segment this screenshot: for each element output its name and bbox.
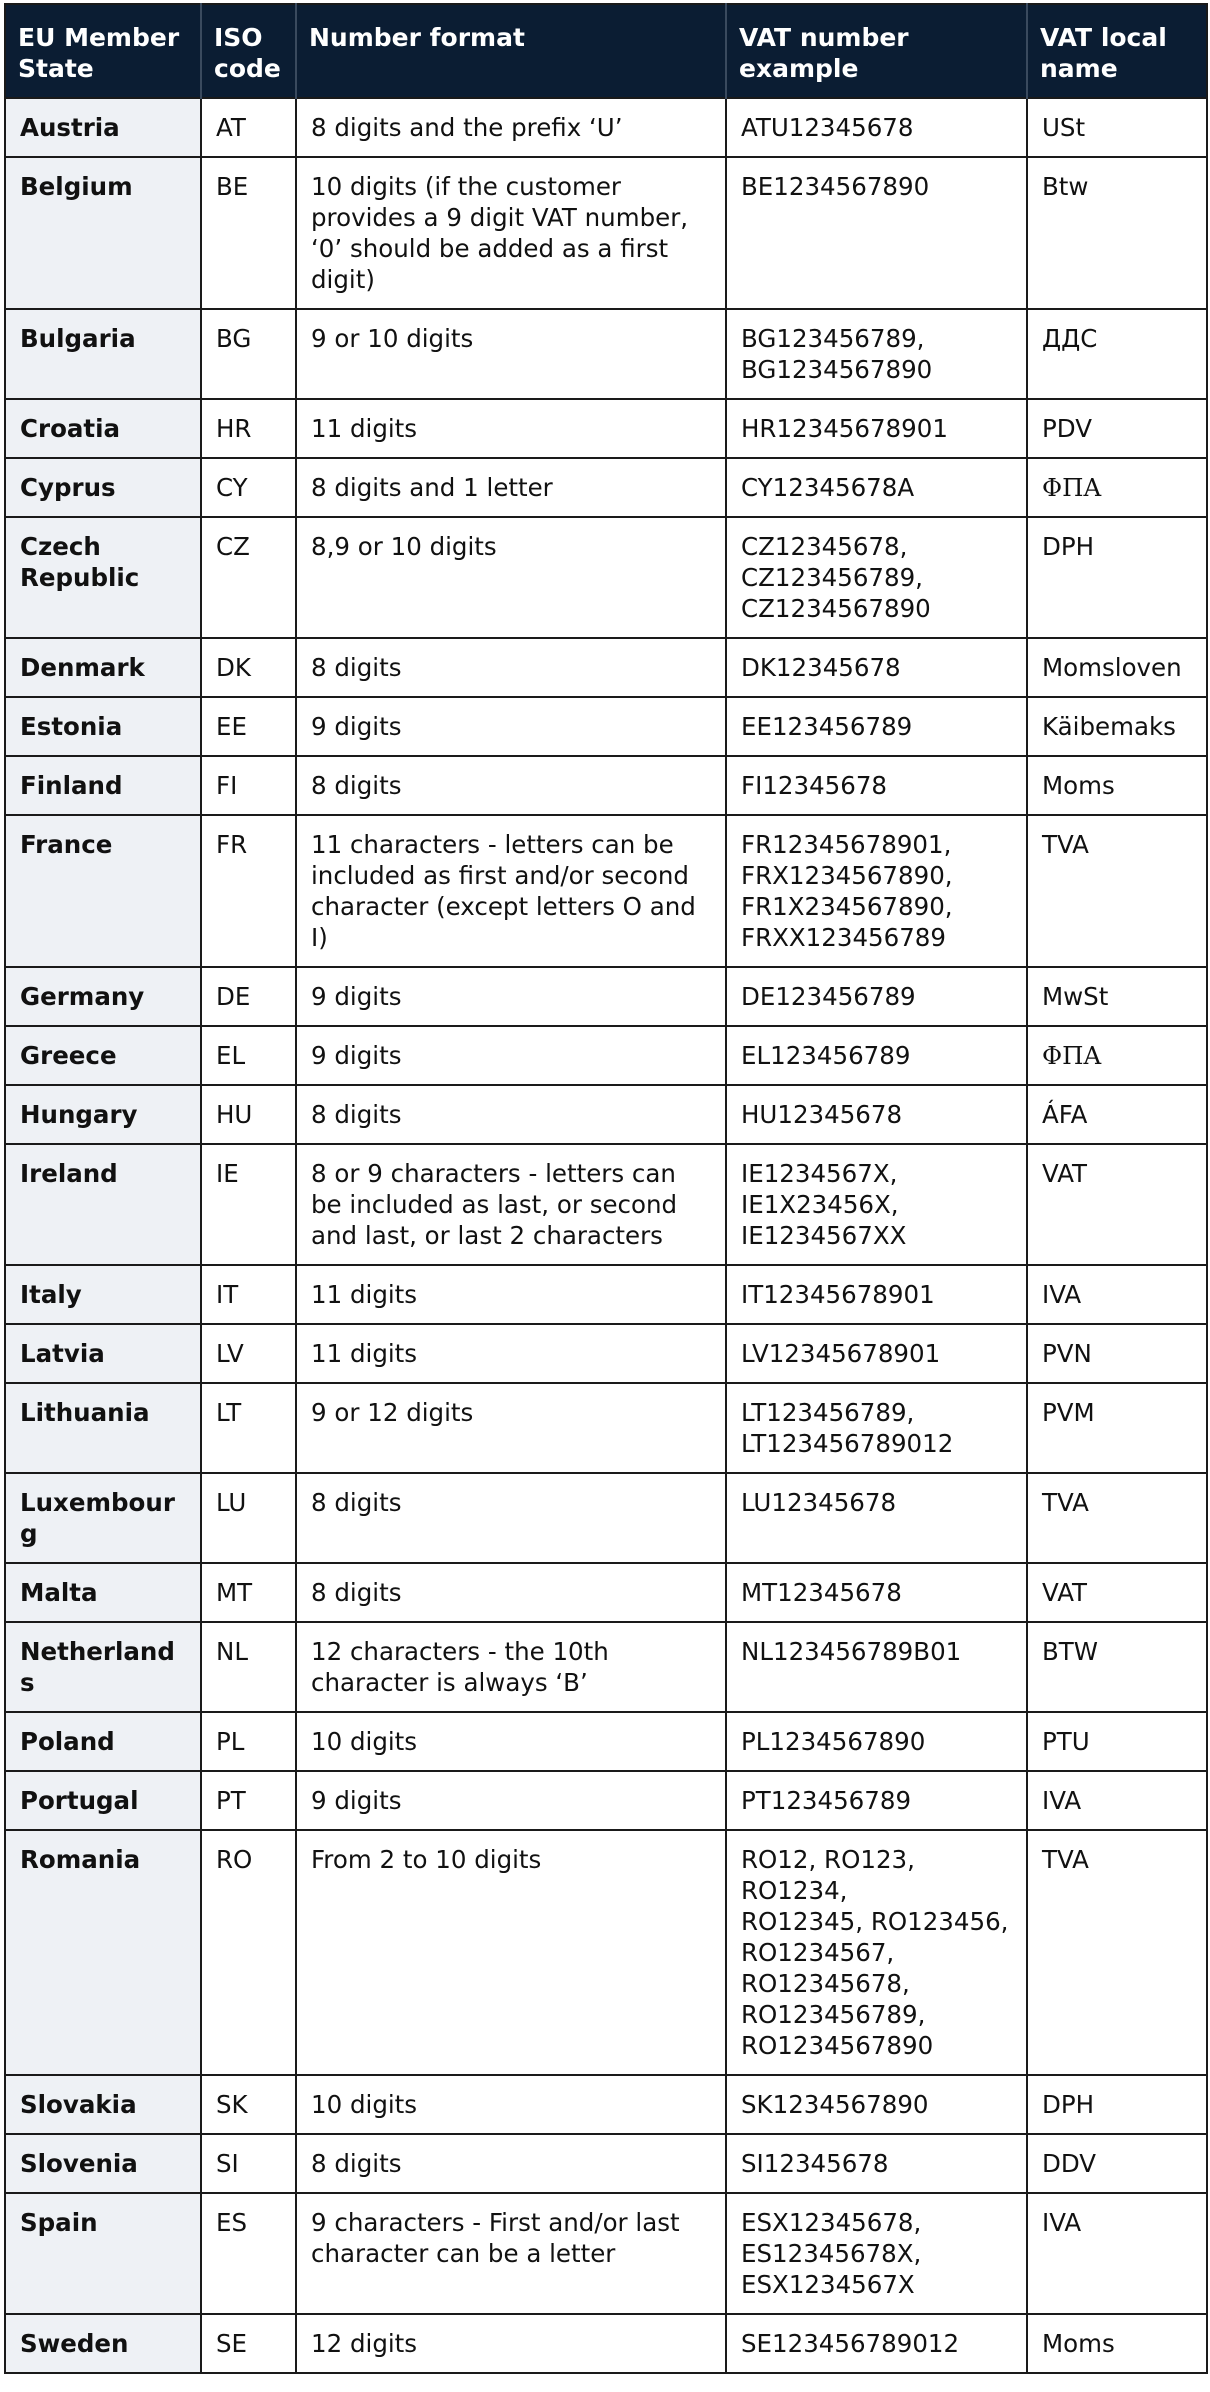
vat-example-cell — [726, 638, 1027, 697]
header-text-line: ISO — [214, 23, 263, 52]
vat-local-name-cell: Moms — [1027, 756, 1207, 815]
vat-example-line: BE1234567890 — [741, 172, 930, 201]
iso-code-cell: IE — [201, 1144, 296, 1265]
vat-local-name-cell: BTW — [1027, 1622, 1207, 1712]
iso-code-cell: SE — [201, 2314, 296, 2373]
vat-example-cell — [726, 157, 1027, 309]
member-state-cell: Hungary — [5, 1085, 201, 1144]
vat-local-name-cell: DDV — [1027, 2134, 1207, 2193]
table-row — [5, 1144, 1207, 1265]
table-row — [5, 1712, 1207, 1771]
table-body — [5, 98, 1207, 2373]
header-vat-example — [726, 4, 1027, 98]
header-text-line: EU Member — [18, 23, 180, 52]
number-format-cell: 8 digits — [296, 2134, 726, 2193]
vat-example-line: EE123456789 — [741, 712, 913, 741]
number-format-cell: 8 digits and the prefix ‘U’ — [296, 98, 726, 157]
vat-example-line: RO12, RO123, RO1234, — [741, 1845, 915, 1905]
vat-example-line: FI12345678 — [741, 771, 888, 800]
vat-example-line: HR12345678901 — [741, 414, 948, 443]
vat-example-cell — [726, 1563, 1027, 1622]
vat-example-line: IE1234567XX — [741, 1221, 907, 1250]
vat-local-name-cell: DPH — [1027, 517, 1207, 638]
member-state-cell: Lithuania — [5, 1383, 201, 1473]
iso-code-cell: PT — [201, 1771, 296, 1830]
vat-example-cell — [726, 1144, 1027, 1265]
vat-example-cell — [726, 1830, 1027, 2075]
header-iso-code — [201, 4, 296, 98]
vat-example-line: RO12345, RO123456, — [741, 1907, 1009, 1936]
iso-code-cell: NL — [201, 1622, 296, 1712]
member-state-cell: Malta — [5, 1563, 201, 1622]
number-format-cell: 9 digits — [296, 1026, 726, 1085]
number-format-cell: 8 digits — [296, 1085, 726, 1144]
iso-code-cell: BE — [201, 157, 296, 309]
member-state-cell: Belgium — [5, 157, 201, 309]
number-format-cell: 11 characters - letters can be included as first and/or second character (except letters O and I) — [296, 815, 726, 967]
vat-local-name-cell: VAT — [1027, 1144, 1207, 1265]
number-format-cell: 9 characters - First and/or last character can be a letter — [296, 2193, 726, 2314]
number-format-cell: 10 digits — [296, 1712, 726, 1771]
vat-local-name-cell: TVA — [1027, 1830, 1207, 2075]
iso-code-cell: RO — [201, 1830, 296, 2075]
vat-example-line: BG1234567890 — [741, 355, 933, 384]
number-format-cell: 11 digits — [296, 1265, 726, 1324]
vat-example-cell — [726, 1622, 1027, 1712]
number-format-cell: 10 digits — [296, 2075, 726, 2134]
vat-example-line: LU12345678 — [741, 1488, 897, 1517]
vat-example-line: SE123456789012 — [741, 2329, 960, 2358]
vat-example-cell — [726, 697, 1027, 756]
number-format-cell: 8 digits — [296, 756, 726, 815]
vat-example-cell — [726, 309, 1027, 399]
member-state-cell: Netherlands — [5, 1622, 201, 1712]
table-row — [5, 458, 1207, 517]
vat-example-line: ESX12345678, — [741, 2208, 922, 2237]
number-format-cell: 11 digits — [296, 1324, 726, 1383]
vat-example-line: IE1X23456X, — [741, 1190, 899, 1219]
vat-example-cell — [726, 756, 1027, 815]
iso-code-cell: SI — [201, 2134, 296, 2193]
vat-local-name-cell: ΦΠΑ — [1027, 458, 1207, 517]
table-row — [5, 967, 1207, 1026]
iso-code-cell: SK — [201, 2075, 296, 2134]
number-format-cell: 8 digits and 1 letter — [296, 458, 726, 517]
iso-code-cell: EL — [201, 1026, 296, 1085]
header-text-line: VAT number — [739, 23, 909, 52]
vat-local-name-cell: TVA — [1027, 1473, 1207, 1563]
table-row — [5, 1830, 1207, 2075]
table-row — [5, 1085, 1207, 1144]
number-format-cell: 12 characters - the 10th character is always ‘B’ — [296, 1622, 726, 1712]
vat-local-name-cell: Btw — [1027, 157, 1207, 309]
vat-example-line: SK1234567890 — [741, 2090, 929, 2119]
member-state-cell: Czech Republic — [5, 517, 201, 638]
table-row — [5, 815, 1207, 967]
member-state-cell: Italy — [5, 1265, 201, 1324]
iso-code-cell: FI — [201, 756, 296, 815]
table-row — [5, 756, 1207, 815]
iso-code-cell: DE — [201, 967, 296, 1026]
vat-example-line: CZ123456789, — [741, 563, 923, 592]
vat-example-cell — [726, 967, 1027, 1026]
vat-local-name-cell: ÁFA — [1027, 1085, 1207, 1144]
header-row — [5, 4, 1207, 98]
vat-example-line: LV12345678901 — [741, 1339, 941, 1368]
vat-example-line: CZ1234567890 — [741, 594, 931, 623]
vat-example-line: MT12345678 — [741, 1578, 902, 1607]
table-header — [5, 4, 1207, 98]
vat-local-name-cell: USt — [1027, 98, 1207, 157]
vat-example-line: NL123456789B01 — [741, 1637, 962, 1666]
vat-example-cell — [726, 1026, 1027, 1085]
vat-example-cell — [726, 2314, 1027, 2373]
vat-example-cell — [726, 399, 1027, 458]
vat-local-name-cell: PVN — [1027, 1324, 1207, 1383]
number-format-cell: 8 or 9 characters - letters can be included as last, or second and last, or last 2 characters — [296, 1144, 726, 1265]
member-state-cell: France — [5, 815, 201, 967]
member-state-cell: Luxembourg — [5, 1473, 201, 1563]
member-state-cell: Estonia — [5, 697, 201, 756]
number-format-cell: 10 digits (if the customer provides a 9 digit VAT number, ‘0’ should be added as a first digit) — [296, 157, 726, 309]
table-row — [5, 638, 1207, 697]
vat-local-name-cell: TVA — [1027, 815, 1207, 967]
vat-example-line: IT12345678901 — [741, 1280, 935, 1309]
vat-local-name-cell: IVA — [1027, 1771, 1207, 1830]
number-format-cell: 9 digits — [296, 1771, 726, 1830]
iso-code-cell: LU — [201, 1473, 296, 1563]
number-format-cell: 9 digits — [296, 697, 726, 756]
iso-code-cell: HR — [201, 399, 296, 458]
iso-code-cell: DK — [201, 638, 296, 697]
vat-example-line: IE1234567X, — [741, 1159, 898, 1188]
number-format-cell: 12 digits — [296, 2314, 726, 2373]
iso-code-cell: MT — [201, 1563, 296, 1622]
vat-example-line: ESX1234567X — [741, 2270, 915, 2299]
vat-local-name-cell: PDV — [1027, 399, 1207, 458]
vat-local-name-cell: Käibemaks — [1027, 697, 1207, 756]
vat-example-line: DK12345678 — [741, 653, 901, 682]
iso-code-cell: CZ — [201, 517, 296, 638]
vat-example-cell — [726, 1383, 1027, 1473]
vat-local-name-cell: VAT — [1027, 1563, 1207, 1622]
number-format-cell: 9 or 10 digits — [296, 309, 726, 399]
iso-code-cell: HU — [201, 1085, 296, 1144]
member-state-cell: Slovenia — [5, 2134, 201, 2193]
member-state-cell: Ireland — [5, 1144, 201, 1265]
vat-local-name-cell: ΦΠΑ — [1027, 1026, 1207, 1085]
vat-example-cell — [726, 1265, 1027, 1324]
member-state-cell: Bulgaria — [5, 309, 201, 399]
vat-example-line: FR12345678901, — [741, 830, 952, 859]
member-state-cell: Romania — [5, 1830, 201, 2075]
number-format-cell: From 2 to 10 digits — [296, 1830, 726, 2075]
vat-example-line: LT123456789012 — [741, 1429, 954, 1458]
vat-example-line: RO1234567, — [741, 1938, 895, 1967]
table-row — [5, 1473, 1207, 1563]
vat-local-name-cell: IVA — [1027, 2193, 1207, 2314]
vat-example-line: CY12345678A — [741, 473, 915, 502]
number-format-cell: 8 digits — [296, 638, 726, 697]
table-row — [5, 697, 1207, 756]
number-format-cell: 8,9 or 10 digits — [296, 517, 726, 638]
table-row — [5, 1265, 1207, 1324]
vat-example-cell — [726, 2134, 1027, 2193]
table-row — [5, 309, 1207, 399]
vat-example-line: CZ12345678, — [741, 532, 908, 561]
vat-example-line: DE123456789 — [741, 982, 916, 1011]
header-text-line: Number format — [309, 23, 525, 52]
header-text-line: State — [18, 54, 94, 83]
table-row — [5, 1771, 1207, 1830]
member-state-cell: Germany — [5, 967, 201, 1026]
vat-local-name-cell: Momsloven — [1027, 638, 1207, 697]
table-row — [5, 1563, 1207, 1622]
iso-code-cell: PL — [201, 1712, 296, 1771]
table-row — [5, 399, 1207, 458]
table-row — [5, 1324, 1207, 1383]
member-state-cell: Poland — [5, 1712, 201, 1771]
member-state-cell: Austria — [5, 98, 201, 157]
vat-example-cell — [726, 458, 1027, 517]
vat-example-line: RO123456789, — [741, 2000, 926, 2029]
vat-example-cell — [726, 2075, 1027, 2134]
vat-local-name-cell: PVM — [1027, 1383, 1207, 1473]
iso-code-cell: ES — [201, 2193, 296, 2314]
vat-example-line: LT123456789, — [741, 1398, 915, 1427]
iso-code-cell: AT — [201, 98, 296, 157]
vat-local-name-cell: MwSt — [1027, 967, 1207, 1026]
vat-example-line: RO1234567890 — [741, 2031, 934, 2060]
member-state-cell: Cyprus — [5, 458, 201, 517]
member-state-cell: Finland — [5, 756, 201, 815]
member-state-cell: Greece — [5, 1026, 201, 1085]
vat-example-line: PL1234567890 — [741, 1727, 926, 1756]
vat-example-cell — [726, 98, 1027, 157]
iso-code-cell: IT — [201, 1265, 296, 1324]
member-state-cell: Portugal — [5, 1771, 201, 1830]
vat-example-cell — [726, 1712, 1027, 1771]
vat-example-line: SI12345678 — [741, 2149, 889, 2178]
vat-example-cell — [726, 815, 1027, 967]
vat-example-cell — [726, 1473, 1027, 1563]
table-row — [5, 2075, 1207, 2134]
iso-code-cell: FR — [201, 815, 296, 967]
iso-code-cell: EE — [201, 697, 296, 756]
vat-local-name-cell: DPH — [1027, 2075, 1207, 2134]
member-state-cell: Spain — [5, 2193, 201, 2314]
header-member-state — [5, 4, 201, 98]
iso-code-cell: LT — [201, 1383, 296, 1473]
vat-example-line: FR1X234567890, — [741, 892, 953, 921]
table-row — [5, 2314, 1207, 2373]
header-text-line: code — [214, 54, 281, 83]
vat-local-name-cell: IVA — [1027, 1265, 1207, 1324]
member-state-cell: Latvia — [5, 1324, 201, 1383]
vat-example-cell — [726, 1771, 1027, 1830]
iso-code-cell: LV — [201, 1324, 296, 1383]
vat-example-cell — [726, 1085, 1027, 1144]
vat-example-line: ATU12345678 — [741, 113, 914, 142]
vat-example-line: EL123456789 — [741, 1041, 911, 1070]
vat-example-line: RO12345678, — [741, 1969, 910, 1998]
member-state-cell: Slovakia — [5, 2075, 201, 2134]
header-text-line: example — [739, 54, 859, 83]
vat-local-name-cell: ДДС — [1027, 309, 1207, 399]
member-state-cell: Croatia — [5, 399, 201, 458]
vat-example-line: BG123456789, — [741, 324, 925, 353]
table-row — [5, 157, 1207, 309]
table-row — [5, 1026, 1207, 1085]
vat-local-name-cell: Moms — [1027, 2314, 1207, 2373]
number-format-cell: 9 or 12 digits — [296, 1383, 726, 1473]
number-format-cell: 11 digits — [296, 399, 726, 458]
vat-number-formats-table — [4, 3, 1208, 2374]
header-number-format — [296, 4, 726, 98]
vat-example-line: PT123456789 — [741, 1786, 912, 1815]
vat-example-line: FRXX123456789 — [741, 923, 946, 952]
vat-example-line: FRX1234567890, — [741, 861, 953, 890]
table-row — [5, 1622, 1207, 1712]
header-text-line: name — [1040, 54, 1118, 83]
table-row — [5, 1383, 1207, 1473]
vat-example-line: HU12345678 — [741, 1100, 903, 1129]
number-format-cell: 8 digits — [296, 1563, 726, 1622]
vat-example-line: ES12345678X, — [741, 2239, 922, 2268]
number-format-cell: 8 digits — [296, 1473, 726, 1563]
vat-example-cell — [726, 517, 1027, 638]
vat-example-cell — [726, 2193, 1027, 2314]
iso-code-cell: CY — [201, 458, 296, 517]
member-state-cell: Sweden — [5, 2314, 201, 2373]
number-format-cell: 9 digits — [296, 967, 726, 1026]
header-vat-local-name — [1027, 4, 1207, 98]
vat-local-name-cell: PTU — [1027, 1712, 1207, 1771]
table-row — [5, 2134, 1207, 2193]
vat-example-cell — [726, 1324, 1027, 1383]
table-row — [5, 2193, 1207, 2314]
table-row — [5, 517, 1207, 638]
iso-code-cell: BG — [201, 309, 296, 399]
header-text-line: VAT local — [1040, 23, 1167, 52]
table-row — [5, 98, 1207, 157]
member-state-cell: Denmark — [5, 638, 201, 697]
